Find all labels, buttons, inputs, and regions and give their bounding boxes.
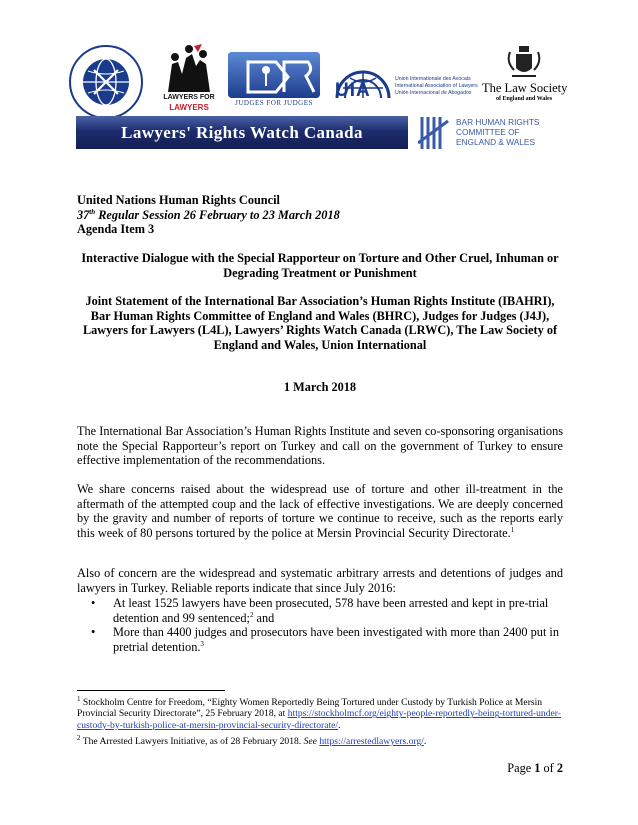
footnote-1-link[interactable]: https://stockholmcf.org/eighty-people-reportedly-being-tortured-under-custody-by-turkish-police-at-mersin-provincial-security-directorate/: [77, 708, 561, 731]
l4l-logo: [158, 44, 220, 118]
paragraph-2: [77, 482, 563, 540]
bullet-icon: •: [91, 596, 96, 610]
lrwc-banner: [76, 116, 408, 149]
uia-line2: International Association of Lawyers: [395, 83, 478, 89]
page-label: Page: [507, 761, 535, 775]
joint-line1: Joint Statement of the International Bar Association’s Human Rights Institute (IBAHRI),: [85, 294, 555, 308]
footnote-1: [77, 694, 563, 731]
law-society-logo: [482, 44, 566, 108]
lrwc-banner-text: Lawyers' Rights Watch Canada: [121, 123, 363, 142]
page-of: of: [540, 761, 557, 775]
page-current: 1: [534, 761, 541, 775]
footnote-separator: [77, 690, 225, 691]
session-line: [77, 208, 340, 223]
page-number: [480, 761, 563, 776]
page-total: 2: [556, 761, 563, 775]
l4l-figures-icon: [158, 44, 220, 94]
list-item: [77, 625, 563, 654]
bhrc-logo: [418, 115, 568, 151]
law-society-sub: of England and Wales: [495, 96, 553, 102]
uia-line1: Union Internationale des Avocats: [395, 76, 471, 82]
footnote-1-text: Stockholm Centre for Freedom, “Eighty Women Reportedly Being Tortured under Custody by Turkish Police at Mersin Provincial Security Directorate”, 25 February 2018, at: [77, 697, 543, 720]
footnote-1-number: 1: [77, 694, 81, 703]
law-society-crest-icon: [504, 44, 544, 80]
council-name: United Nations Human Rights Council: [77, 193, 280, 207]
bullet-icon: •: [91, 625, 96, 640]
footnote-2-text: The Arrested Lawyers Initiative, as of 28 February 2018.: [80, 736, 304, 747]
footnote-2-link[interactable]: https://arrestedlawyers.org/: [319, 736, 424, 747]
paragraph-3: Also of concern are the widespread and systematic arbitrary arrests and detentions of judges and lawyers in Turkey. Reliable reports indicate that since July 2016:: [77, 566, 563, 595]
joint-line4: England and Wales, Union International: [213, 337, 427, 352]
list-item-text: At least 1525 lawyers have been prosecuted, 578 have been arrested and kept in pre-trial detention and 99 sentenced;: [113, 596, 549, 625]
footnote-2-end: .: [423, 736, 427, 747]
joint-statement-title: [75, 294, 565, 352]
footnote-2: [77, 733, 563, 747]
joint-line3: Lawyers for Lawyers (L4L), Lawyers’ Rights Watch Canada (LRWC), The Law Society of: [82, 323, 558, 337]
footnote-2-see: See: [303, 736, 317, 747]
paragraph-1: The International Bar Association’s Human Rights Institute and seven co-sponsoring organisations note the Special Rapporteur’s report on Turkey and call on the government of Turkey to ensure effective implementation of the recommendations.: [77, 424, 563, 468]
bhrc-line1: BAR HUMAN RIGHTS: [456, 117, 540, 127]
footnote-ref-2[interactable]: 2: [249, 610, 254, 619]
footnote-ref-3[interactable]: 3: [200, 639, 204, 648]
bullet-list: [77, 596, 563, 654]
footnote-2-number: 2: [77, 733, 81, 742]
uia-line3: Unión Internacional de Abogados: [395, 90, 472, 96]
session-header: [77, 193, 340, 237]
session-number: 37: [77, 207, 90, 222]
footnote-1-end: .: [338, 719, 341, 731]
agenda-item: Agenda Item 3: [77, 222, 155, 236]
l4l-label-line2: LAWYERS: [169, 103, 209, 112]
list-item-text: More than 4400 judges and prosecutors have been investigated with more than 2400 put in pretrial detention.: [113, 625, 560, 654]
j4j-logo: [228, 52, 320, 112]
footnote-ref-1[interactable]: 1: [510, 525, 515, 534]
law-society-name: The Law Society: [482, 81, 568, 95]
statement-date: 1 March 2018: [283, 380, 357, 394]
dialogue-title-line2: Degrading Treatment or Punishment: [223, 265, 417, 280]
list-item: [77, 596, 563, 625]
uia-logo: [333, 52, 493, 102]
bhrc-line2: COMMITTEE OF: [456, 127, 520, 137]
session-dates: Regular Session 26 February to 23 March 2018: [95, 207, 340, 222]
dialogue-title-line1: Interactive Dialogue with the Special Rapporteur on Torture and Other Cruel, Inhuman or: [81, 251, 559, 265]
bhrc-tally-icon: [418, 115, 454, 151]
iba-globe-icon: [68, 44, 144, 120]
bhrc-line3: ENGLAND & WALES: [456, 137, 535, 147]
j4j-scales-icon: [228, 52, 320, 98]
dialogue-title: [75, 251, 565, 280]
l4l-label-line1: LAWYERS FOR: [163, 94, 215, 101]
iba-logo: [68, 44, 144, 120]
j4j-caption: JUDGES FOR JUDGES: [235, 99, 313, 107]
session-suffix: th: [89, 207, 96, 216]
uia-acronym: UIA: [335, 80, 371, 101]
list-item-tail: and: [253, 610, 275, 625]
paragraph-2-text: We share concerns raised about the widespread use of torture and other ill-treatment in the aftermath of the attempted coup and the lack of effective investigations. We are deeply concerned by the gravity and number of reports of torture we continue to receive, such as the reports early this week of 80 persons tortured by the police at Mersin Provincial Security Directorate.: [77, 482, 563, 540]
joint-line2: Bar Human Rights Committee of England and Wales (BHRC), Judges for Judges (J4J),: [90, 308, 550, 323]
